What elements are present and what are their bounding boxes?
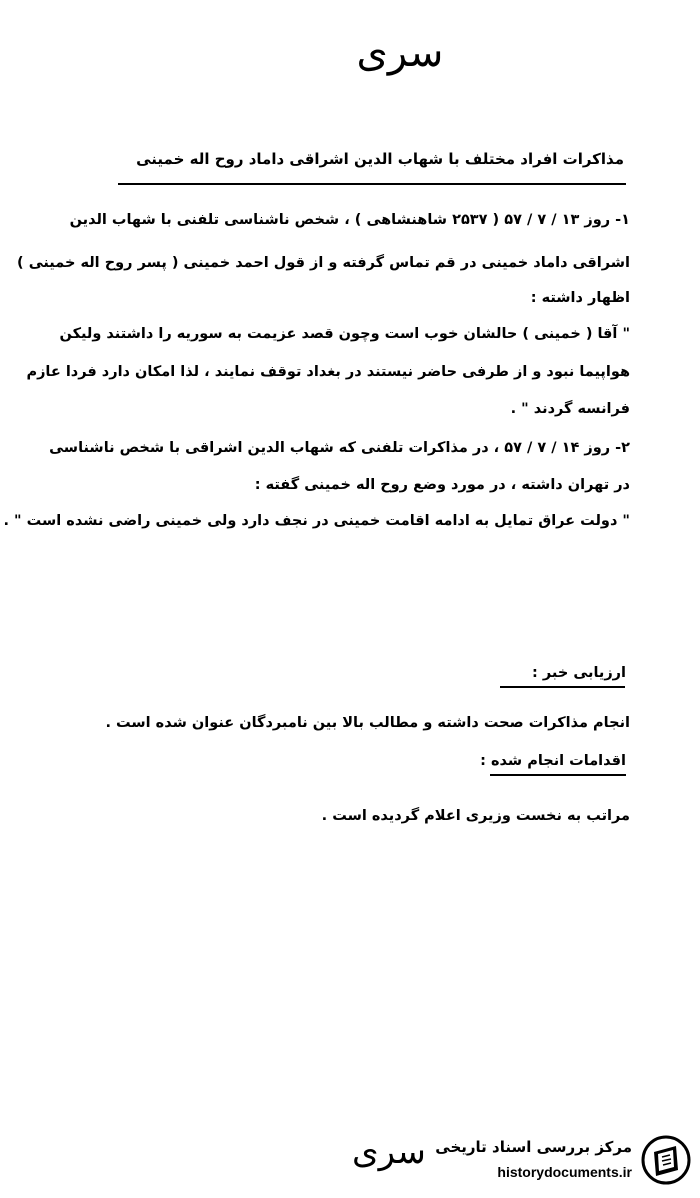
classification-footer: سری: [352, 1132, 426, 1172]
body-line: اظهار داشته :: [530, 290, 630, 306]
body-line: ۱- روز ۱۳ / ۷ / ۵۷ ( ۲۵۳۷ شاهنشاهی ) ، شخص ناشناسی تلفنی با شهاب الدین: [69, 212, 630, 228]
body-line: فرانسه گردند " .: [510, 401, 630, 417]
actions-heading-underline: [490, 774, 626, 776]
body-line: در تهران داشته ، در مورد وضع روح اله خمینی گفته :: [254, 477, 630, 493]
actions-heading: اقدامات انجام شده :: [480, 753, 626, 769]
classification-header: سری: [356, 30, 444, 76]
document-title: مذاکرات افراد مختلف با شهاب الدین اشراقی داماد روح اله خمینی: [136, 150, 624, 168]
archive-logo-icon: [640, 1134, 692, 1186]
archive-watermark: [430, 1134, 692, 1192]
body-line: " دولت عراق تمایل به ادامه اقامت خمینی در نجف دارد ولی خمینی راضی نشده است " .: [3, 513, 630, 529]
actions-text: مراتب به نخست وزیری اعلام گردیده است .: [321, 808, 630, 824]
body-line: ۲- روز ۱۴ / ۷ / ۵۷ ، در مذاکرات تلفنی که شهاب الدین اشراقی با شخص ناشناسی: [49, 440, 630, 456]
archive-url[interactable]: historydocuments.ir: [497, 1164, 632, 1180]
body-line: اشراقی داماد خمینی در قم تماس گرفته و از قول احمد خمینی ( پسر روح اله خمینی ): [17, 255, 630, 271]
title-underline: [118, 183, 626, 185]
archive-name: مرکز بررسی اسناد تاریخی: [435, 1138, 632, 1156]
body-line: " آقا ( خمینی ) حالشان خوب است وچون قصد عزیمت به سوریه را داشتند ولیکن: [59, 326, 630, 342]
body-line: هواپیما نبود و از طرفی حاضر نیستند در بغداد توقف نمایند ، لذا امکان دارد فردا عازم: [26, 364, 630, 380]
evaluation-text: انجام مذاکرات صحت داشته و مطالب بالا بین نامبردگان عنوان شده است .: [105, 715, 630, 731]
evaluation-heading-underline: [500, 686, 625, 688]
evaluation-heading: ارزیابی خبر :: [532, 665, 626, 681]
